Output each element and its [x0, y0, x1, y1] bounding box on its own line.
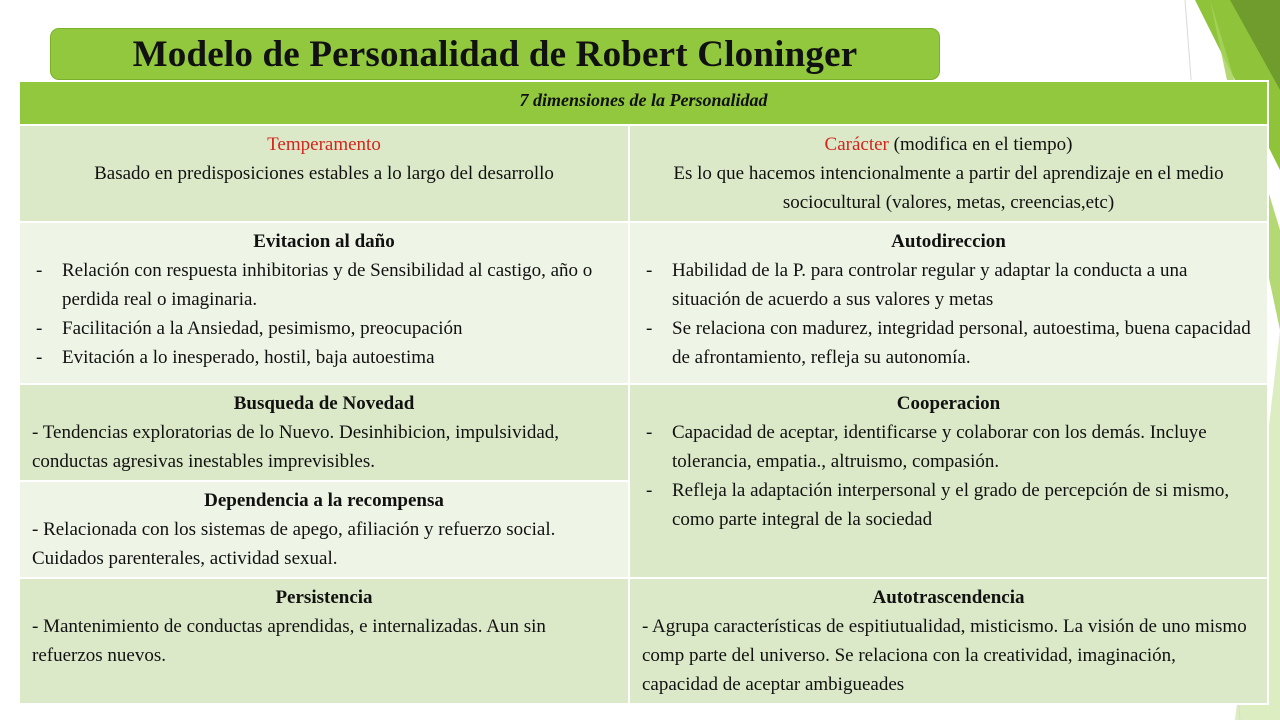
caracter-label: Carácter [824, 134, 889, 155]
table-row [19, 384, 1268, 481]
table-header-row [19, 81, 1268, 125]
list-item: - Refleja la adaptación interpersonal y el grado de percepción de si mismo, como parte integral de la sociedad [642, 476, 1255, 534]
busqueda-title: Busqueda de Novedad [233, 393, 415, 414]
busqueda-cell [19, 384, 629, 481]
caracter-desc: Es lo que hacemos intencionalmente a partir del aprendizaje en el medio sociocultural (valores, metas, creencias,etc) [673, 163, 1224, 213]
slide-title: Modelo de Personalidad de Robert Cloninger [50, 28, 940, 80]
persistencia-title: Persistencia [275, 587, 373, 608]
autotrascendencia-title: Autotrascendencia [872, 587, 1025, 608]
list-item: - Relación con respuesta inhibitorias y de Sensibilidad al castigo, año o perdida real o imaginaria. [32, 256, 616, 314]
table-row [19, 125, 1268, 222]
list-item: - Facilitación a la Ansiedad, pesimismo, preocupación [32, 314, 616, 343]
dependencia-cell [19, 481, 629, 578]
autotrascendencia-text: - Agrupa características de espitiutualidad, misticismo. La visión de uno mismo comp parte del universo. Se relaciona con la creatividad, imaginación, capacidad de aceptar ambigueades [642, 616, 1247, 695]
list-item: - Evitación a lo inesperado, hostil, baja autoestima [32, 343, 616, 372]
autotrascendencia-cell [629, 578, 1268, 704]
table-row [19, 222, 1268, 384]
temperamento-label: Temperamento [267, 134, 381, 155]
dependencia-title: Dependencia a la recompensa [204, 490, 444, 511]
autodireccion-cell [629, 222, 1268, 384]
temperamento-desc: Basado en predisposiciones estables a lo largo del desarrollo [94, 163, 554, 184]
cooperacion-list [642, 418, 1255, 534]
autodireccion-list [642, 256, 1255, 372]
cooperacion-cell [629, 384, 1268, 578]
list-item: - Se relaciona con madurez, integridad personal, autoestima, buena capacidad de afrontamiento, refleja su autonomía. [642, 314, 1255, 372]
persistencia-cell [19, 578, 629, 704]
persistencia-text: - Mantenimiento de conductas aprendidas, e internalizadas. Aun sin refuerzos nuevos. [32, 616, 546, 666]
autodireccion-title: Autodireccion [891, 231, 1006, 252]
evitacion-title: Evitacion al daño [253, 231, 395, 252]
table-header: 7 dimensiones de la Personalidad [19, 81, 1268, 125]
busqueda-text: - Tendencias exploratorias de lo Nuevo. Desinhibicion, impulsividad, conductas agresivas inestables imprevisibles. [32, 422, 560, 472]
list-item: - Capacidad de aceptar, identificarse y colaborar con los demás. Incluye tolerancia, empatia., altruismo, compasión. [642, 418, 1255, 476]
table-row [19, 578, 1268, 704]
dependencia-text: - Relacionada con los sistemas de apego, afiliación y refuerzo social. Cuidados parenterales, actividad sexual. [32, 519, 556, 569]
personality-dimensions-table [18, 80, 1269, 705]
evitacion-cell [19, 222, 629, 384]
evitacion-list [32, 256, 616, 372]
temperamento-cell [19, 125, 629, 222]
caracter-suffix: (modifica en el tiempo) [888, 134, 1073, 155]
caracter-cell [629, 125, 1268, 222]
list-item: - Habilidad de la P. para controlar regular y adaptar la conducta a una situación de acuerdo a sus valores y metas [642, 256, 1255, 314]
cooperacion-title: Cooperacion [896, 393, 1001, 414]
caracter-heading [642, 130, 1255, 159]
